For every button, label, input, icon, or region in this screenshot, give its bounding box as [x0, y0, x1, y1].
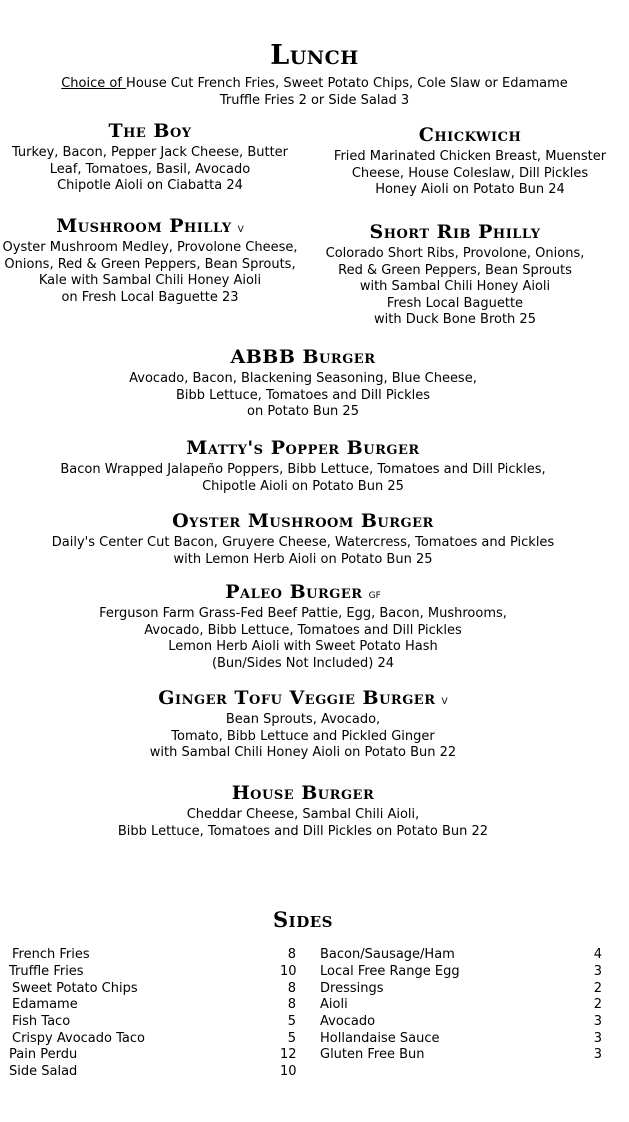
- side-item-name: Truffle Fries: [9, 964, 84, 979]
- side-item-price: 2: [593, 997, 602, 1012]
- item-desc-line: with Lemon Herb Aioli on Potato Bun 25: [173, 551, 433, 567]
- item-desc-line: Onions, Red & Green Peppers, Bean Sprouts,: [4, 256, 296, 272]
- menu-title-block: [0, 40, 629, 71]
- item-desc-line: on Fresh Local Baguette 23: [61, 289, 239, 305]
- item-desc-line: Daily's Center Cut Bacon, Gruyere Cheese, Watercress, Tomatoes and Pickles: [51, 535, 555, 550]
- gluten-free-tag: GF: [368, 591, 381, 601]
- side-item-price: 3: [593, 1014, 602, 1029]
- menu-item-chickwich: [315, 124, 625, 199]
- side-item-name: Edamame: [12, 997, 78, 1012]
- side-item-name: Side Salad: [9, 1064, 78, 1079]
- item-desc-line: (Bun/Sides Not Included) 24: [211, 655, 395, 671]
- vegetarian-tag: V: [237, 225, 244, 235]
- side-item-price: 5: [287, 1014, 296, 1029]
- side-item-price: 8: [287, 947, 296, 962]
- item-desc-line: with Sambal Chili Honey Aioli on Potato Bun 22: [149, 745, 457, 760]
- side-item-name: Crispy Avocado Taco: [12, 1031, 145, 1046]
- side-item-price: 10: [280, 1064, 297, 1079]
- side-item-price: 12: [280, 1047, 297, 1062]
- side-item-name: Local Free Range Egg: [320, 964, 460, 979]
- side-item-name: Gluten Free Bun: [320, 1047, 425, 1062]
- side-item-price: 8: [287, 997, 296, 1012]
- side-item-name: Aioli: [320, 997, 348, 1012]
- item-desc-line: Bean Sprouts, Avocado,: [225, 712, 381, 727]
- side-item-name: Sweet Potato Chips: [12, 981, 138, 996]
- side-item-price: 10: [280, 964, 297, 979]
- menu-item-mattys-popper-burger: [0, 437, 606, 495]
- side-item-price: 8: [287, 981, 296, 996]
- choice-line2: Truffle Fries 2 or Side Salad 3: [219, 92, 410, 108]
- item-name: Oyster Mushroom Burger: [172, 510, 434, 532]
- side-item-price: 5: [287, 1031, 296, 1046]
- side-item-name: Bacon/Sausage/Ham: [320, 947, 455, 962]
- menu-item-paleo-burger: [0, 581, 606, 672]
- item-desc-line: with Duck Bone Broth 25: [374, 312, 536, 327]
- menu-item-short-rib-philly: [300, 221, 610, 329]
- item-desc-line: Honey Aioli on Potato Bun 24: [375, 182, 565, 197]
- side-item-price: 2: [593, 981, 602, 996]
- item-desc-line: Bibb Lettuce, Tomatoes and Dill Pickles on Potato Bun 22: [117, 823, 489, 839]
- vegetarian-tag: V: [441, 697, 448, 707]
- choice-line1: House Cut French Fries, Sweet Potato Chips, Cole Slaw or Edamame: [126, 76, 568, 91]
- side-item-name: Fish Taco: [12, 1014, 71, 1029]
- choice-prefix: Choice of: [61, 76, 127, 91]
- side-item-name: Pain Perdu: [9, 1047, 78, 1062]
- menu-item-mushroom-philly: [0, 215, 300, 306]
- item-desc-line: Cheddar Cheese, Sambal Chili Aioli,: [186, 807, 420, 822]
- side-item-name: Hollandaise Sauce: [320, 1031, 440, 1046]
- item-name: Chickwich: [418, 124, 522, 146]
- item-name: Paleo Burger: [225, 581, 363, 603]
- item-desc-line: Kale with Sambal Chili Honey Aioli: [38, 273, 262, 288]
- item-desc-line: Colorado Short Ribs, Provolone, Onions,: [325, 246, 585, 261]
- menu-item-the-boy: [0, 120, 300, 195]
- item-name: House Burger: [231, 782, 375, 804]
- item-desc-line: Fresh Local Baguette: [386, 295, 524, 311]
- item-desc-line: Ferguson Farm Grass-Fed Beef Pattie, Egg, Bacon, Mushrooms,: [99, 606, 507, 621]
- side-item-name: Dressings: [320, 981, 384, 996]
- item-name: ABBB Burger: [230, 346, 376, 368]
- menu-item-oyster-mushroom-burger: [0, 510, 606, 568]
- item-desc-line: Chipotle Aioli on Potato Bun 25: [202, 478, 404, 494]
- side-item-price: 3: [593, 1031, 602, 1046]
- item-desc-line: with Sambal Chili Honey Aioli: [359, 279, 551, 294]
- item-desc-line: Bacon Wrapped Jalapeño Poppers, Bibb Lettuce, Tomatoes and Dill Pickles,: [60, 462, 546, 477]
- item-desc-line: Leaf, Tomatoes, Basil, Avocado: [49, 161, 251, 177]
- menu-item-house-burger: [0, 782, 606, 840]
- item-desc-line: Cheese, House Coleslaw, Dill Pickles: [351, 165, 589, 181]
- item-desc-line: on Potato Bun 25: [247, 404, 359, 419]
- side-item-name: French Fries: [12, 947, 90, 962]
- item-desc-line: Avocado, Bibb Lettuce, Tomatoes and Dill Pickles: [144, 622, 462, 638]
- item-desc-line: Fried Marinated Chicken Breast, Muenster: [333, 149, 607, 164]
- side-item-price: 3: [593, 1047, 602, 1062]
- item-name: Mushroom Philly: [56, 215, 232, 237]
- sides-title-block: [0, 907, 606, 932]
- item-name: Short Rib Philly: [369, 221, 541, 243]
- item-name: Matty's Popper Burger: [186, 437, 420, 459]
- menu-title: Lunch: [270, 40, 359, 71]
- item-desc-line: Lemon Herb Aioli with Sweet Potato Hash: [168, 639, 438, 654]
- item-desc-line: Bibb Lettuce, Tomatoes and Dill Pickles: [175, 387, 431, 403]
- item-desc-line: Turkey, Bacon, Pepper Jack Cheese, Butter: [11, 145, 289, 160]
- item-name: Ginger Tofu Veggie Burger: [158, 687, 436, 709]
- sides-title: Sides: [273, 907, 333, 932]
- side-item-price: 3: [593, 964, 602, 979]
- item-desc-line: Chipotle Aioli on Ciabatta 24: [57, 178, 243, 193]
- side-item-price: 4: [593, 947, 602, 962]
- side-choice-note: [0, 76, 629, 109]
- side-item-name: Avocado: [320, 1014, 376, 1029]
- item-desc-line: Tomato, Bibb Lettuce and Pickled Ginger: [171, 728, 435, 744]
- item-desc-line: Oyster Mushroom Medley, Provolone Cheese,: [2, 240, 298, 255]
- item-name: The Boy: [108, 120, 192, 142]
- item-desc-line: Avocado, Bacon, Blackening Seasoning, Blue Cheese,: [129, 371, 477, 386]
- menu-item-abbb-burger: [0, 346, 606, 421]
- menu-item-ginger-tofu-veggie-burger: [0, 687, 606, 762]
- item-desc-line: Red & Green Peppers, Bean Sprouts: [338, 262, 572, 278]
